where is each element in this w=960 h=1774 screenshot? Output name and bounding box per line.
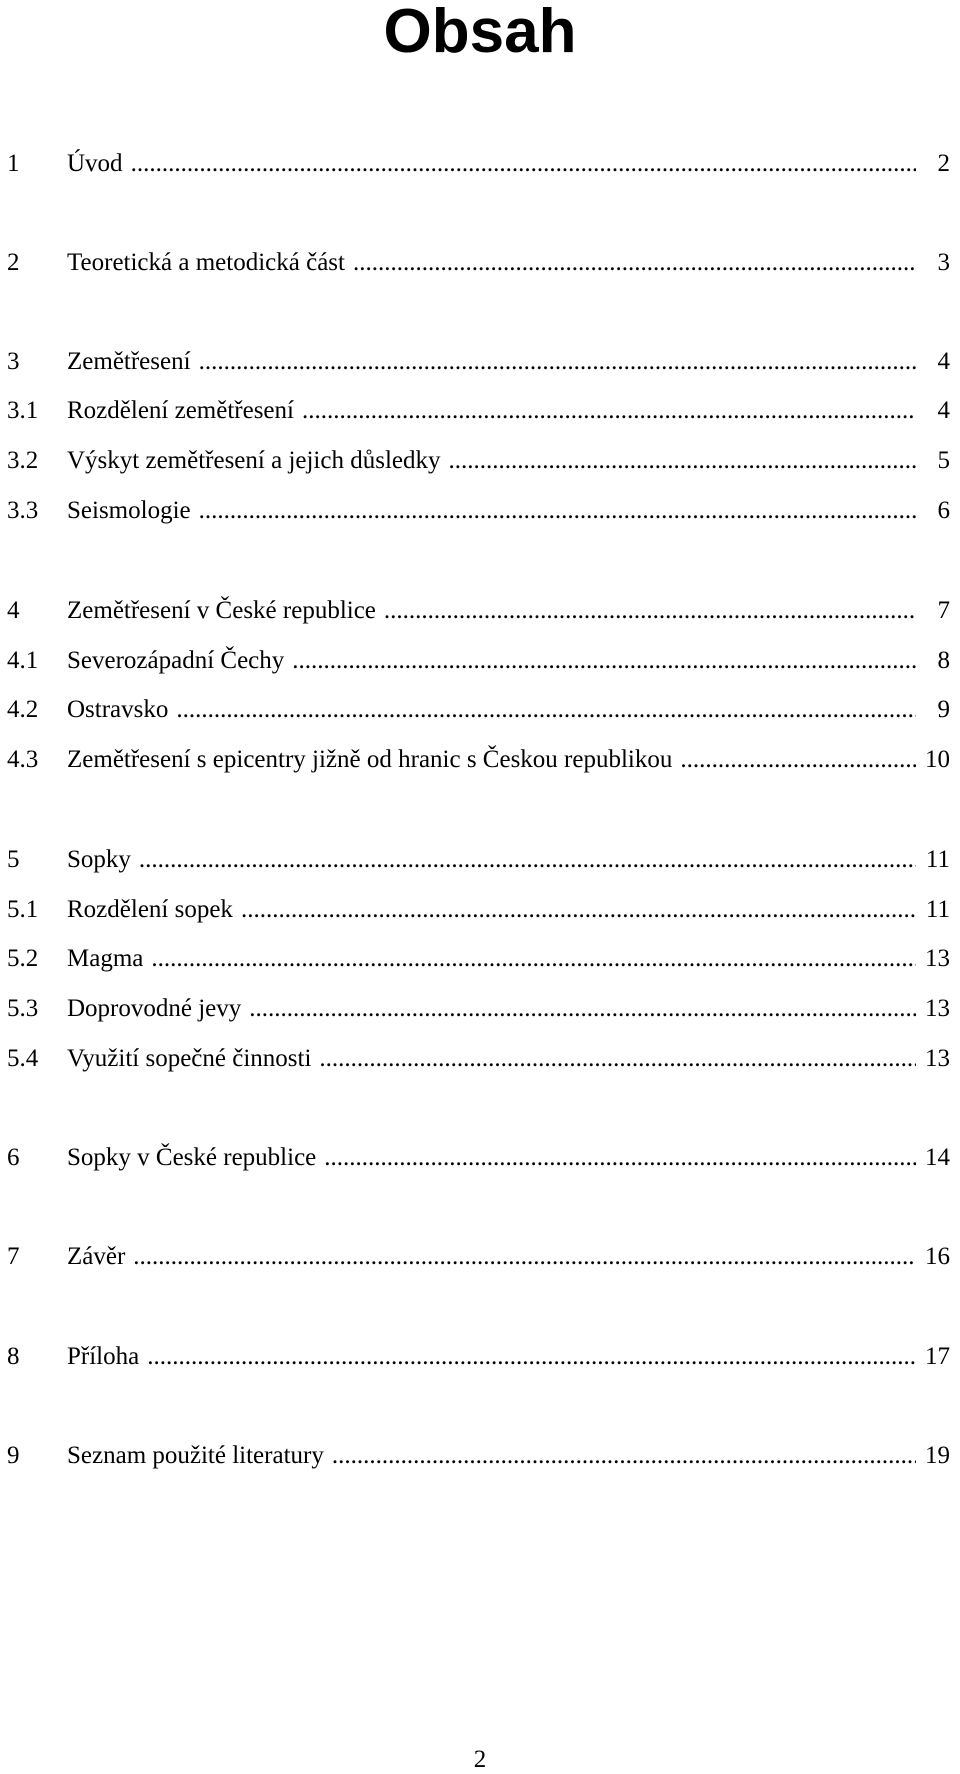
toc-page-number: 14 xyxy=(925,1144,950,1171)
toc-number: 2 xyxy=(7,249,20,276)
toc-number: 5.2 xyxy=(7,945,39,972)
toc-entry-4-1[interactable] xyxy=(0,644,960,678)
toc-title: Rozdělení sopek xyxy=(67,896,233,923)
toc-number: 4.1 xyxy=(7,647,39,674)
toc-title: Rozdělení zemětřesení xyxy=(67,397,294,424)
toc-entry-3-3[interactable] xyxy=(0,494,960,528)
toc-dot-leader xyxy=(199,494,916,528)
toc-title: Sopky xyxy=(67,846,131,873)
toc-dot-leader xyxy=(384,594,916,628)
toc-page-number: 4 xyxy=(937,348,950,375)
toc-title: Příloha xyxy=(67,1343,140,1370)
toc-number: 3.2 xyxy=(7,447,39,474)
toc-number: 3.3 xyxy=(7,497,39,524)
toc-page-number: 11 xyxy=(925,896,950,923)
toc-number: 7 xyxy=(7,1243,20,1270)
toc-number: 3 xyxy=(7,348,20,375)
toc-page-number: 3 xyxy=(937,249,950,276)
toc-title: Zemětřesení s epicentry jižně od hranic s Českou republikou xyxy=(67,746,673,773)
toc-page-number: 5 xyxy=(937,447,950,474)
toc-entry-5-1[interactable] xyxy=(0,893,960,927)
toc-entry-3-2[interactable] xyxy=(0,444,960,478)
toc-title: Seismologie xyxy=(67,497,191,524)
toc-number: 8 xyxy=(7,1343,20,1370)
toc-page-number: 17 xyxy=(925,1343,950,1370)
toc-number: 4.2 xyxy=(7,696,39,723)
toc-dot-leader xyxy=(449,444,917,478)
page-title: Obsah xyxy=(383,0,577,66)
toc-title: Severozápadní Čechy xyxy=(67,647,285,674)
toc-page-number: 11 xyxy=(925,846,950,873)
toc-dot-leader xyxy=(241,893,916,927)
toc-title: Doprovodné jevy xyxy=(67,995,242,1022)
toc-dot-leader xyxy=(151,942,916,976)
toc-dot-leader xyxy=(176,693,916,727)
toc-dot-leader xyxy=(302,394,916,428)
toc-page-number: 6 xyxy=(937,497,950,524)
toc-page-number: 13 xyxy=(925,1045,950,1072)
page-number: 2 xyxy=(473,1746,487,1773)
toc-entry-6[interactable] xyxy=(0,1141,960,1175)
toc-dot-leader xyxy=(139,843,916,877)
toc-number: 6 xyxy=(7,1144,20,1171)
toc-title: Úvod xyxy=(67,150,123,177)
toc-page-number: 9 xyxy=(937,696,950,723)
toc-entry-3[interactable] xyxy=(0,345,960,379)
toc-page-number: 13 xyxy=(925,995,950,1022)
toc-number: 4 xyxy=(7,597,20,624)
toc-entry-4-3[interactable] xyxy=(0,743,960,777)
toc-entry-9[interactable] xyxy=(0,1439,960,1473)
toc-number: 5.3 xyxy=(7,995,39,1022)
toc-entry-1[interactable] xyxy=(0,147,960,181)
toc-entry-3-1[interactable] xyxy=(0,394,960,428)
toc-dot-leader xyxy=(292,644,916,678)
toc-title: Zemětřesení xyxy=(67,348,191,375)
toc-entry-7[interactable] xyxy=(0,1240,960,1274)
toc-page-number: 8 xyxy=(937,647,950,674)
toc-dot-leader xyxy=(249,992,916,1026)
toc-page-number: 13 xyxy=(925,945,950,972)
toc-dot-leader xyxy=(353,246,916,280)
toc-title: Magma xyxy=(67,945,144,972)
toc-title: Závěr xyxy=(67,1243,126,1270)
toc-number: 5.1 xyxy=(7,896,39,923)
toc-title: Teoretická a metodická část xyxy=(67,249,345,276)
toc-title: Využití sopečné činnosti xyxy=(67,1045,312,1072)
toc-dot-leader xyxy=(319,1042,916,1076)
toc-title: Sopky v České republice xyxy=(67,1144,317,1171)
toc-dot-leader xyxy=(147,1340,916,1374)
toc-entry-8[interactable] xyxy=(0,1340,960,1374)
toc-dot-leader xyxy=(324,1141,916,1175)
toc-title: Výskyt zemětřesení a jejich důsledky xyxy=(67,447,441,474)
toc-page-number: 16 xyxy=(925,1243,950,1270)
toc-dot-leader xyxy=(199,345,916,379)
toc-number: 5.4 xyxy=(7,1045,39,1072)
toc-title: Seznam použité literatury xyxy=(67,1442,324,1469)
toc-entry-4[interactable] xyxy=(0,594,960,628)
toc-number: 4.3 xyxy=(7,746,39,773)
toc-entry-4-2[interactable] xyxy=(0,693,960,727)
toc-page-number: 7 xyxy=(937,597,950,624)
toc-entry-5-3[interactable] xyxy=(0,992,960,1026)
toc-page-number: 2 xyxy=(937,150,950,177)
toc-dot-leader xyxy=(131,147,916,181)
toc-number: 1 xyxy=(7,150,20,177)
toc-entry-5[interactable] xyxy=(0,843,960,877)
toc-title: Zemětřesení v České republice xyxy=(67,597,376,624)
toc-entry-5-2[interactable] xyxy=(0,942,960,976)
toc-number: 3.1 xyxy=(7,397,39,424)
toc-dot-leader xyxy=(133,1240,916,1274)
toc-entry-2[interactable] xyxy=(0,246,960,280)
toc-page-number: 19 xyxy=(925,1442,950,1469)
toc-dot-leader xyxy=(332,1439,916,1473)
toc-page-number: 10 xyxy=(925,746,950,773)
toc-number: 5 xyxy=(7,846,20,873)
toc-title: Ostravsko xyxy=(67,696,169,723)
toc-page-number: 4 xyxy=(937,397,950,424)
toc-number: 9 xyxy=(7,1442,20,1469)
toc-entry-5-4[interactable] xyxy=(0,1042,960,1076)
toc-dot-leader xyxy=(680,743,916,777)
